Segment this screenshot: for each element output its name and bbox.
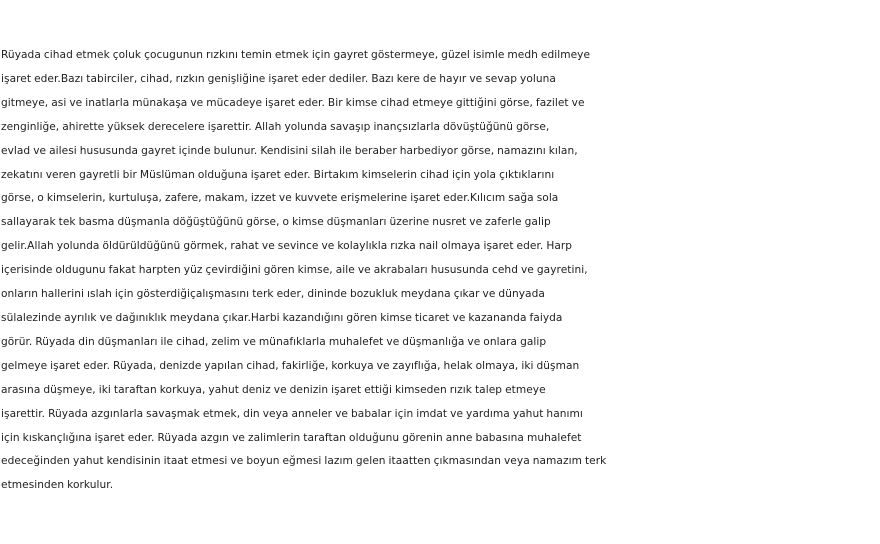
text-line: gitmeye, asi ve inatlarla münakaşa ve mücadeye işaret eder. Bir kimse cihad etmeye gittiğini görse, fazilet ve xyxy=(1,96,585,109)
text-line: içerisinde oldugunu fakat harpten yüz çevirdiğini gören kimse, aile ve akrabaları hususunda cehd ve gayretini, xyxy=(1,264,588,277)
text-line: sallayarak tek basma düşmanla döğüştüğünü görse, o kimse düşmanları üzerine nusret ve zaferle galip xyxy=(1,216,551,229)
text-line: arasına düşmeye, iki taraftan korkuya, yahut deniz ve denizin işaret ettiği kimseden rızık talep etmeye xyxy=(1,383,546,396)
text-line: için kıskançlığına işaret eder. Rüyada azgın ve zalimlerin taraftan olduğunu görenin anne babasına muhalefet xyxy=(1,431,582,444)
text-line: zenginliğe, ahirette yüksek derecelere işarettir. Allah yolunda savaşıp inançsızlarla dövüştüğünü görse, xyxy=(1,120,550,133)
article-body xyxy=(1,44,880,498)
text-line: Rüyada cihad etmek çoluk çocugunun rızkını temin etmek için gayret göstermeye, güzel isimle medh edilmeye xyxy=(1,49,591,61)
text-line: sülalezinde ayrılık ve dağınıklık meydana çıkar.Harbi kazandığını gören kimse ticaret ve kazananda faiyda xyxy=(1,311,563,324)
text-line: evlad ve ailesi hususunda gayret içinde bulunur. Kendisini silah ile beraber harbediyor görse, namazını kılan, xyxy=(1,144,578,157)
text-line: işarettir. Rüyada azgınlarla savaşmak etmek, din veya anneler ve babalar için imdat ve yardıma yahut hanımı xyxy=(1,407,583,420)
text-line: edeceğinden yahut kendisinin itaat etmesi ve boyun eğmesi lazım gelen itaatten çıkmasından veya namazım terk xyxy=(1,455,607,468)
text-line: etmesinden korkulur. xyxy=(1,479,114,492)
text-line: gelmeye işaret eder. Rüyada, denizde yapılan cihad, fakirliğe, korkuya ve zayıflığa, helak olmaya, iki düşman xyxy=(1,359,580,372)
text-line: onların hallerini ıslah için gösterdiğiçalışmasını terk eder, dininde bozukluk meydana çıkar ve dünyada xyxy=(1,288,545,301)
text-line: görse, o kimselerin, kurtuluşa, zafere, makam, izzet ve kuvvete erişmelerine işaret eder.Kılıcım sağa sola xyxy=(1,192,559,205)
text-line: gelir.Allah yolunda öldürüldüğünü görmek, rahat ve sevince ve kolaylıkla rızka nail olmaya işaret eder. Harp xyxy=(1,240,573,253)
text-line: işaret eder.Bazı tabirciler, cihad, rızkın genişliğine işaret eder dediler. Bazı kere de hayır ve sevap yoluna xyxy=(1,72,556,85)
text-line: zekatını veren gayretli bir Müslüman olduğuna işaret eder. Birtakım kimselerin cihad için yola çıktıklarını xyxy=(1,168,555,181)
text-line: görür. Rüyada din düşmanları ile cihad, zelim ve münafıklarla muhalefet ve düşmanlığa ve onlara galip xyxy=(1,335,547,348)
